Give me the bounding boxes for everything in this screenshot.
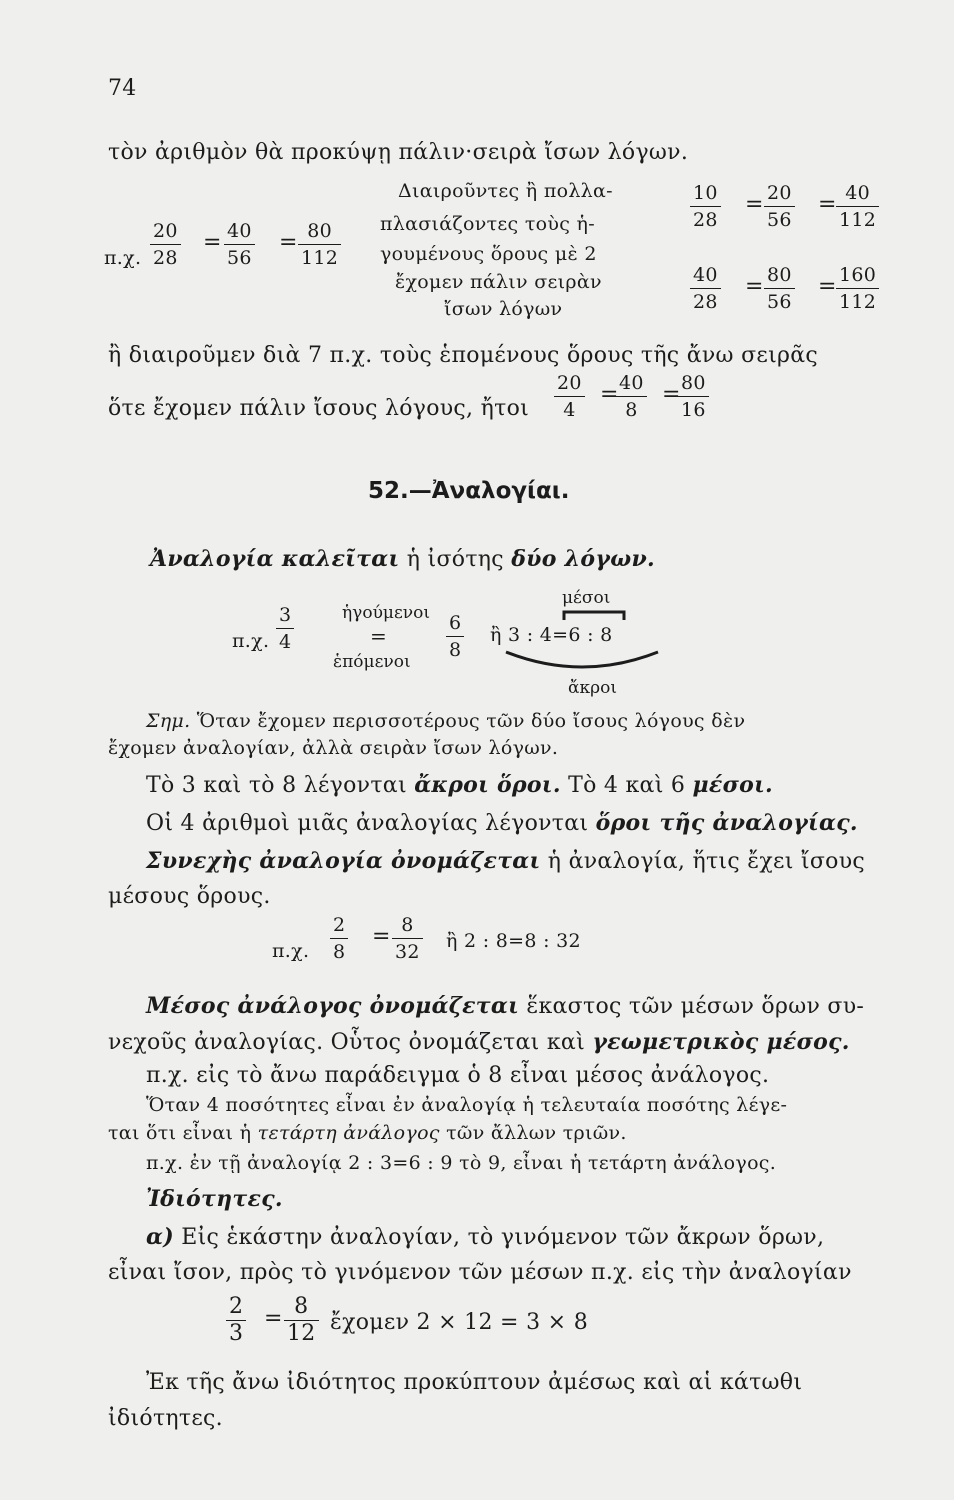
text-fragment: Ὅταν ἔχομεν περισσοτέρους τῶν δύο ἴσους λόγους δὲν (196, 710, 746, 732)
equation-text: ἔχομεν 2 × 12 = 3 × 8 (330, 1310, 588, 1335)
bold-term: Μέσος ἀνάλογος ὀνομάζεται (146, 993, 520, 1019)
text-fragment: Οἱ 4 ἀριθμοὶ μιᾶς ἀναλογίας λέγονται (146, 811, 589, 836)
text-line: ἢ διαιροῦμεν διὰ 7 π.χ. τοὺς ἑπομένους ὅρους τῆς ἄνω σειρᾶς (108, 343, 819, 368)
text-line (146, 993, 864, 1019)
text-line: μέσους ὅρους. (108, 884, 271, 909)
text-fragment: Εἰς ἑκάστην ἀναλογίαν, τὸ γινόμενον τῶν ἄκρων ὅρων, (181, 1225, 825, 1250)
text-fragment: Τὸ 3 καὶ τὸ 8 λέγονται (146, 773, 407, 798)
fraction: $\frac{20}{4}$ (554, 370, 585, 423)
fraction: $\frac{40}{56}$ (224, 218, 255, 271)
italic-term: τετάρτη ἀνάλογος (257, 1122, 440, 1144)
text-line: γουμένους ὅρους μὲ 2 (380, 243, 597, 265)
fraction: $\frac{8}{12}$ (284, 1294, 319, 1347)
fraction: $\frac{40}{112}$ (836, 180, 879, 233)
text-line: εἶναι ἴσον, πρὸς τὸ γινόμενον τῶν μέσων π.χ. εἰς τὴν ἀναλογίαν (108, 1260, 852, 1285)
fraction: $\frac{20}{28}$ (150, 218, 181, 271)
bold-term: Ἀναλογία καλεῖται (150, 546, 400, 572)
fraction: $\frac{80}{16}$ (678, 370, 709, 423)
equals-sign: = (279, 230, 298, 255)
example-label: π.χ. (104, 247, 142, 269)
text-line (146, 1224, 824, 1250)
text-line: τὸν ἀριθμὸν θὰ προκύψῃ πάλιν·σειρὰ ἴσων λόγων. (108, 140, 689, 165)
equals-sign: = (818, 274, 837, 299)
text-fragment: τῶν ἄλλων τριῶν. (446, 1122, 627, 1144)
fraction: $\frac{40}{28}$ (690, 262, 721, 315)
bold-term: Συνεχὴς ἀναλογία ὀνομάζεται (146, 848, 541, 874)
item-marker: α) (146, 1224, 174, 1250)
label-consequents: ἑπόμενοι (333, 652, 411, 672)
fraction: $\frac{20}{56}$ (764, 180, 795, 233)
ratio-text: ἢ 2 : 8=8 : 32 (446, 930, 581, 952)
fraction: $\frac{10}{28}$ (690, 180, 721, 233)
fraction: $\frac{40}{8}$ (616, 370, 647, 423)
text-line: ὅτε ἔχομεν πάλιν ἴσους λόγους, ἤτοι (108, 396, 530, 421)
label-antecedents: ἡγούμενοι (342, 603, 431, 623)
text-line (146, 848, 865, 874)
equals-sign: = (264, 1306, 283, 1331)
text-fragment: ἕκαστος τῶν μέσων ὅρων συ- (526, 994, 865, 1019)
bold-term: μέσοι. (692, 772, 774, 798)
text-line: π.χ. ἐν τῇ ἀναλογίᾳ 2 : 3=6 : 9 τὸ 9, εἶναι ἡ τετάρτη ἀνάλογος. (146, 1152, 777, 1174)
text-fragment: νεχοῦς ἀναλογίας. Οὗτος ὀνομάζεται καὶ (108, 1030, 586, 1055)
note-line (146, 710, 745, 732)
example-label: π.χ. (272, 940, 310, 962)
text-line (108, 1122, 627, 1144)
bold-term: δύο λόγων. (511, 546, 655, 572)
ratio-text: ἢ 3 : 4=6 : 8 (490, 624, 613, 646)
subsection-title: Ἰδιότητες. (146, 1186, 283, 1212)
text-fragment: ται ὅτι εἶναι ἡ (108, 1122, 252, 1144)
means-bracket (560, 608, 630, 622)
text-line: ἴσων λόγων (444, 298, 563, 320)
text-fragment: ἡ ἀναλογία, ἥτις ἔχει ἴσους (547, 849, 865, 874)
bold-term: ὅροι τῆς ἀναλογίας. (595, 810, 858, 836)
text-line: πλασιάζοντες τοὺς ἡ- (380, 213, 595, 235)
text-line: Διαιροῦντες ἢ πολλα- (398, 180, 613, 202)
equals-sign: = (818, 192, 837, 217)
example-label: π.χ. (232, 630, 270, 652)
text-fragment: ἡ ἰσότης (406, 547, 504, 572)
page-number: 74 (108, 76, 137, 101)
text-line: Ὅταν 4 ποσότητες εἶναι ἐν ἀναλογίᾳ ἡ τελευταία ποσότης λέγε- (146, 1094, 788, 1116)
equals-sign: = (745, 274, 764, 299)
equals-sign: = (370, 624, 387, 648)
fraction: $\frac{6}{8}$ (446, 610, 464, 663)
text-line (146, 810, 858, 836)
section-title: 52.—Ἀναλογίαι. (368, 478, 570, 504)
fraction: $\frac{160}{112}$ (836, 262, 879, 315)
text-line: ἔχομεν ἀναλογίαν, ἀλλὰ σειρὰν ἴσων λόγων. (108, 737, 559, 759)
bold-term: ἄκροι ὅροι. (414, 772, 561, 798)
text-line (108, 1029, 850, 1055)
extremes-bracket (502, 648, 662, 672)
definition-line (150, 546, 655, 572)
note-label: Σημ. (146, 710, 191, 732)
label-means: μέσοι (562, 588, 611, 608)
fraction: $\frac{8}{32}$ (392, 912, 423, 965)
equals-sign: = (662, 382, 681, 407)
text-line: ἰδιότητες. (108, 1406, 223, 1431)
equals-sign: = (372, 924, 391, 949)
text-line: π.χ. εἰς τὸ ἄνω παράδειγμα ὁ 8 εἶναι μέσος ἀνάλογος. (146, 1063, 770, 1088)
text-line: ἔχομεν πάλιν σειρὰν (395, 271, 602, 293)
text-line: Ἐκ τῆς ἄνω ἰδιότητος προκύπτουν ἀμέσως καὶ αἱ κάτωθι (146, 1370, 803, 1395)
bold-term: γεωμετρικὸς μέσος. (592, 1029, 850, 1055)
text-fragment: Τὸ 4 καὶ 6 (568, 773, 686, 798)
equals-sign: = (203, 230, 222, 255)
label-extremes: ἄκροι (568, 678, 617, 698)
fraction: $\frac{2}{8}$ (330, 912, 348, 965)
fraction: $\frac{2}{3}$ (226, 1294, 246, 1347)
text-line (146, 772, 773, 798)
fraction: $\frac{80}{56}$ (764, 262, 795, 315)
equals-sign: = (600, 382, 619, 407)
fraction: $\frac{3}{4}$ (276, 602, 294, 655)
equals-sign: = (745, 192, 764, 217)
fraction: $\frac{80}{112}$ (298, 218, 341, 271)
